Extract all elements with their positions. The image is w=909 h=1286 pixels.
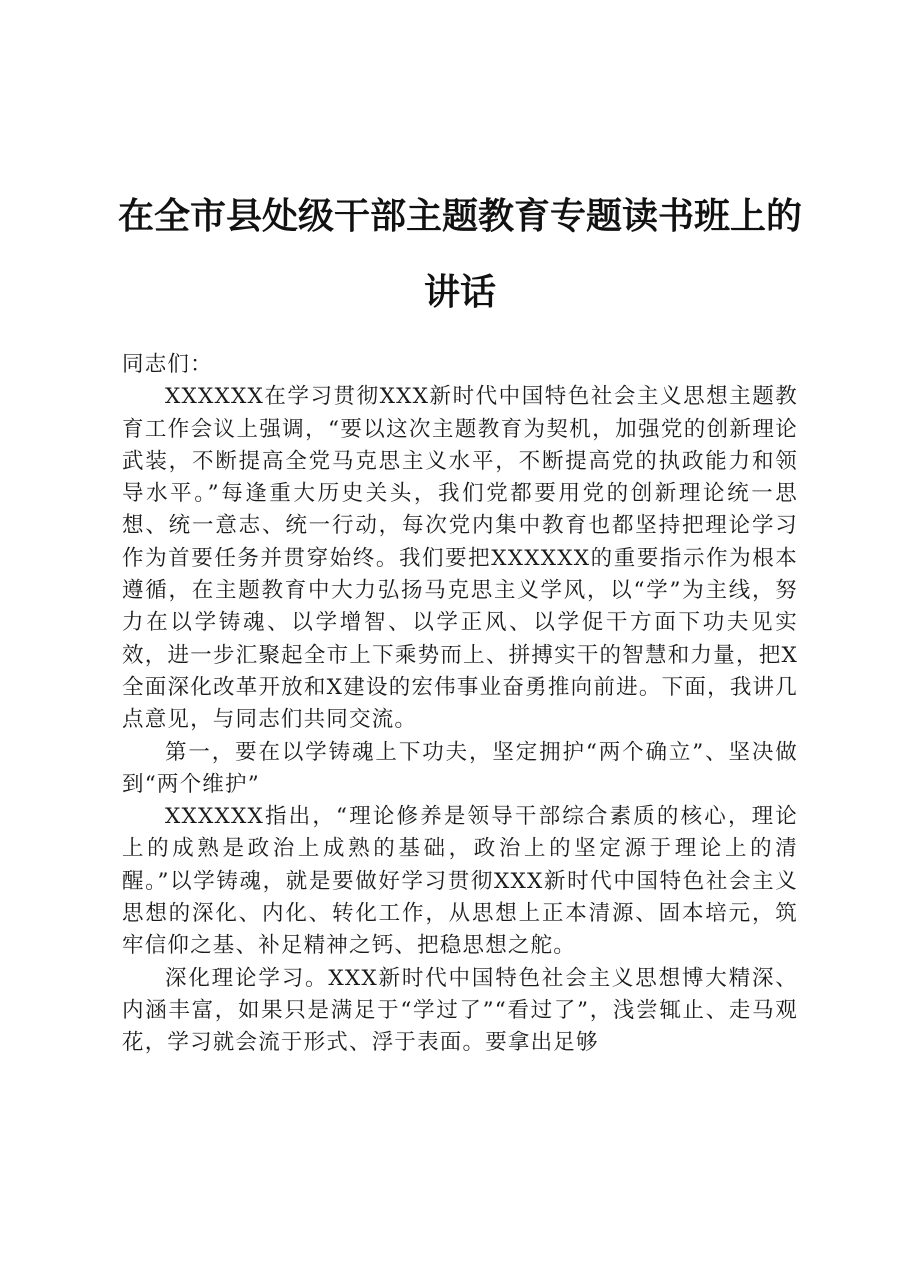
document-title: 在全市县处级干部主题教育专题读书班上的讲话 [117, 195, 802, 313]
paragraph-deepen-study: 深化理论学习。XXX新时代中国特色社会主义思想博大精深、内涵丰富，如果只是满足于“学过了”“看过了”，浅尝辄止、走马观花，学习就会流于形式、浮于表面。要拿出足够 [122, 965, 798, 1056]
document-body [122, 349, 798, 1060]
paragraph-section-1: XXXXXX指出，“理论修养是领导干部综合素质的核心，理论上的成熟是政治上成熟的基础，政治上的坚定源于理论上的清醒。”以学铸魂，就是要做好学习贯彻XXX新时代中国特色社会主义思想的深化、内化、转化工作，从思想上正本清源、固本培元，筑牢信仰之基、补足精神之钙、把稳思想之舵。 [122, 804, 798, 959]
paragraph-intro: XXXXXX在学习贯彻XXX新时代中国特色社会主义思想主题教育工作会议上强调，“要以这次主题教育为契机，加强党的创新理论武装，不断提高全党马克思主义水平，不断提高党的执政能力和领导水平。”每逢重大历史关头，我们党都要用党的创新理论统一思想、统一意志、统一行动，每次党内集中教育也都坚持把理论学习作为首要任务并贯穿始终。我们要把XXXXXX的重要指示作为根本遵循，在主题教育中大力弘扬马克思主义学风，以“学”为主线，努力在以学铸魂、以学增智、以学正风、以学促干方面下功夫见实效，进一步汇聚起全市上下乘势而上、拼搏实干的智慧和力量，把X全面深化改革开放和X建设的宏伟事业奋勇推向前进。下面，我讲几点意见，与同志们共同交流。 [122, 384, 798, 733]
section-heading-1: 第一，要在以学铸魂上下功夫，坚定拥护“两个确立”、坚决做到“两个维护” [122, 739, 798, 797]
salutation: 同志们： [122, 352, 213, 377]
